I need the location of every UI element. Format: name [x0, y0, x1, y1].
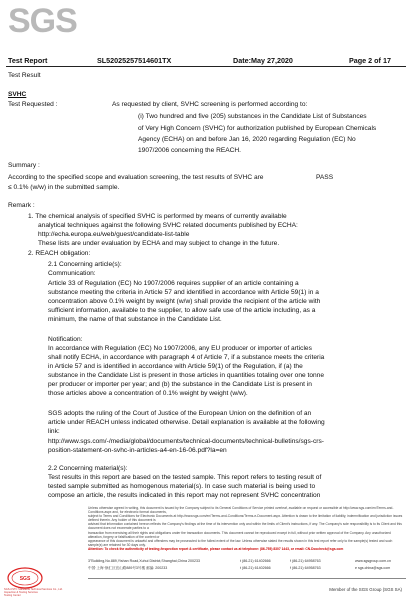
sgs-stamp	[6, 566, 44, 590]
sgs-position-link-line-1[interactable]: http://www.sgs.com/-/media/global/documents/technical-documents/technical-bulletins/sgs-crs-	[48, 438, 324, 445]
member-note: Member of the SGS Group (SGS SA)	[329, 587, 402, 592]
notification-line-7: those articles above a concentration of 0.1% weight by weight (w/w).	[48, 390, 248, 397]
remark-label: Remark :	[8, 202, 35, 209]
summary-line-2: ≤ 0.1% (w/w) in the submitted sample.	[8, 184, 120, 191]
sgs-ruling-line-3: link:	[48, 428, 60, 435]
section-2-1-line-4: substance meeting the criteria in Article 57 and identified in accordance with Article 59(1) in a	[48, 289, 319, 296]
notification-line-5: substance in the Candidate List is present in those articles in quantities totaling over one tonne	[48, 372, 325, 379]
section-2-2-line-1: 2.2 Concerning material(s):	[48, 465, 128, 472]
test-requested-line-5: 1907/2006 concerning the REACH.	[138, 147, 242, 154]
attention-note: Attention: To check the authenticity of testing /inspection report & certificate, please contact us at telephone: (86-755) 8307 1443, or email: CN.Doccheck@sgs.com	[88, 546, 344, 551]
sgs-position-link-line-2[interactable]: position-statement-on-svhc-in-articles-a4-en-16-06.pdf?la=en	[48, 447, 227, 454]
section-2-1-line-6: sufficient information, available to the supplier, to allow safe use of the article including, as a	[48, 307, 316, 314]
test-requested-line-3: of Very High Concern (SVHC) for authorization published by European Chemicals	[138, 125, 377, 132]
stamp-caption	[4, 588, 74, 597]
address-cn: 中国·上海·徐汇区宜山路889号3号楼 邮编: 200233	[88, 566, 168, 570]
section-2-1-line-1: 2.1 Concerning article(s):	[48, 261, 122, 268]
stamp-line-3: Testing Center	[4, 594, 21, 597]
remark-item-1-line-1: 1. The chemical analysis of specified SVHC is performed by means of currently available	[28, 213, 287, 220]
footer-rule	[88, 578, 406, 579]
fax-en: f (86-21) 64958763	[290, 559, 321, 563]
fine-print-line-1: Unless otherwise agreed in writing, this document is issued by the Company subject to its General Conditions of Service printed overleaf, available on request or accessible at http://www.sgs.com/en/Terms-and-Conditions.aspx and, for electronic format documents,	[88, 506, 394, 515]
fine-print-line-2: subject to Terms and Conditions for Electronic Documents at http://www.sgs.com/en/Terms-and-Conditions/Terms-e-Document.aspx. Attention is drawn to the limitation of liability, indemnification and jurisdiction issues defined therein. Any holder of this document is	[88, 514, 403, 523]
phone-cn: t (86-21) 61402666	[240, 566, 271, 570]
fine-print-line-4: transaction from exercising all their rights and obligations under the transaction documents. This document cannot be reproduced except in full, without prior written approval of the Company. Any unauthorized alteration, forgery or falsification of the content or	[88, 530, 391, 539]
notification-line-2: In accordance with Regulation (EC) No 1907/2006, any EU producer or importer of articles	[48, 345, 312, 352]
remark-item-2: 2. REACH obligation:	[28, 250, 91, 257]
notification-line-3: shall notify ECHA, in accordance with paragraph 4 of Article 7, if a substance meets the criteria	[48, 354, 325, 361]
test-requested-line-1: As requested by client, SVHC screening is performed according to:	[112, 101, 308, 108]
test-requested-label: Test Requested :	[8, 101, 58, 108]
remark-item-1-line-2: analytical techniques against the following SVHC related documents published by ECHA:	[38, 222, 298, 229]
report-number: SL52025257514601TX	[97, 56, 172, 65]
fine-print-line-3: advised that information contained hereon reflects the Company's findings at the time of its intervention only and within the limits of Client's instructions, if any. The Company's sole responsibility is to its Client and this document does not exonerate parties to a	[88, 522, 402, 531]
summary-label: Summary :	[8, 162, 40, 169]
fax-cn: f (86-21) 64958763	[290, 566, 321, 570]
notification-line-1: Notification:	[48, 336, 83, 343]
test-requested-line-4: Agency (ECHA) on and before Jan 16, 2020 regarding Regulation (EC) No	[138, 136, 356, 143]
test-requested-line-2: (i) Two hundred and five (205) substances in the Candidate List of Substances	[138, 113, 367, 120]
echa-link[interactable]: http://echa.europa.eu/web/guest/candidate-list-table	[38, 231, 190, 238]
page-number: Page 2 of 17	[349, 56, 391, 65]
stamp-line-1: SGS-CSTC Standards Technical Services Co., Ltd.	[4, 588, 63, 591]
section-2-2-line-4: compose an article, the results indicated in this report may not represent SVHC concentration	[48, 492, 321, 499]
remark-item-1-line-4: These lists are under evaluation by ECHA and may subject to change in the future.	[38, 240, 280, 247]
header-rule	[6, 66, 406, 67]
address-en: 3°Building,No.889,Yishan Road,Xuhui District,Shanghai,China 200233	[88, 559, 200, 563]
svhc-heading: SVHC	[8, 91, 27, 98]
section-2-1-line-3: Article 33 of Regulation (EC) No 1907/2006 requires supplier of an article containing a	[48, 280, 299, 287]
svg-text:SGS: SGS	[19, 576, 31, 582]
report-title: Test Report	[8, 56, 48, 65]
sgs-ruling-line-2: article under REACH unless indicated otherwise. Detail explanation is available at the following	[48, 419, 325, 426]
notification-line-6: per producer or importer per year; and (b) the substance in the Candidate List is present in	[48, 381, 312, 388]
stamp-seal-icon	[6, 566, 44, 590]
fine-print-line-5: appearance of this document is unlawful and offenders may be prosecuted to the fullest extent of the law. Unless otherwise stated the results shown in this test report refer only to the sample(s) tested and such sample(s) are retained for 30 days only.	[88, 538, 393, 547]
email[interactable]: e sgs.china@sgs.com	[355, 566, 391, 570]
fine-print	[88, 506, 406, 551]
section-2-1-line-7: minimum, the name of that substance in the Candidate List.	[48, 316, 222, 323]
section-2-1-line-5: concentration above 0.1% weight by weight (w/w) shall provide the recipient of the article with	[48, 298, 321, 305]
summary-line-1: According to the specified scope and evaluation screening, the test results of SVHC are	[8, 174, 264, 181]
logo-text: SGS	[8, 2, 77, 40]
section-2-2-line-2: Test results in this report are based on the tested sample. This report refers to testing result of	[48, 474, 322, 481]
report-date: Date:May 27,2020	[233, 56, 293, 65]
sgs-ruling-line-1: SGS adopts the ruling of the Court of Justice of the European Union on the definition of an	[48, 410, 312, 417]
sgs-logo	[8, 2, 77, 40]
section-2-2-line-3: tested sample submitted as homogenous material(s). In case such material is being used to	[48, 483, 316, 490]
summary-result: PASS	[316, 174, 334, 181]
website[interactable]: www.sgsgroup.com.cn	[355, 559, 391, 563]
phone-en: t (86-21) 61402666	[240, 559, 271, 563]
test-result-label: Test Result	[8, 72, 41, 79]
notification-line-4: in Article 57 and is identified in accordance with Article 59(1) of the Regulation, if (a) the	[48, 363, 303, 370]
section-2-1-line-2: Communication:	[48, 270, 96, 277]
stamp-line-2: Inspection & Testing Services	[4, 591, 38, 594]
